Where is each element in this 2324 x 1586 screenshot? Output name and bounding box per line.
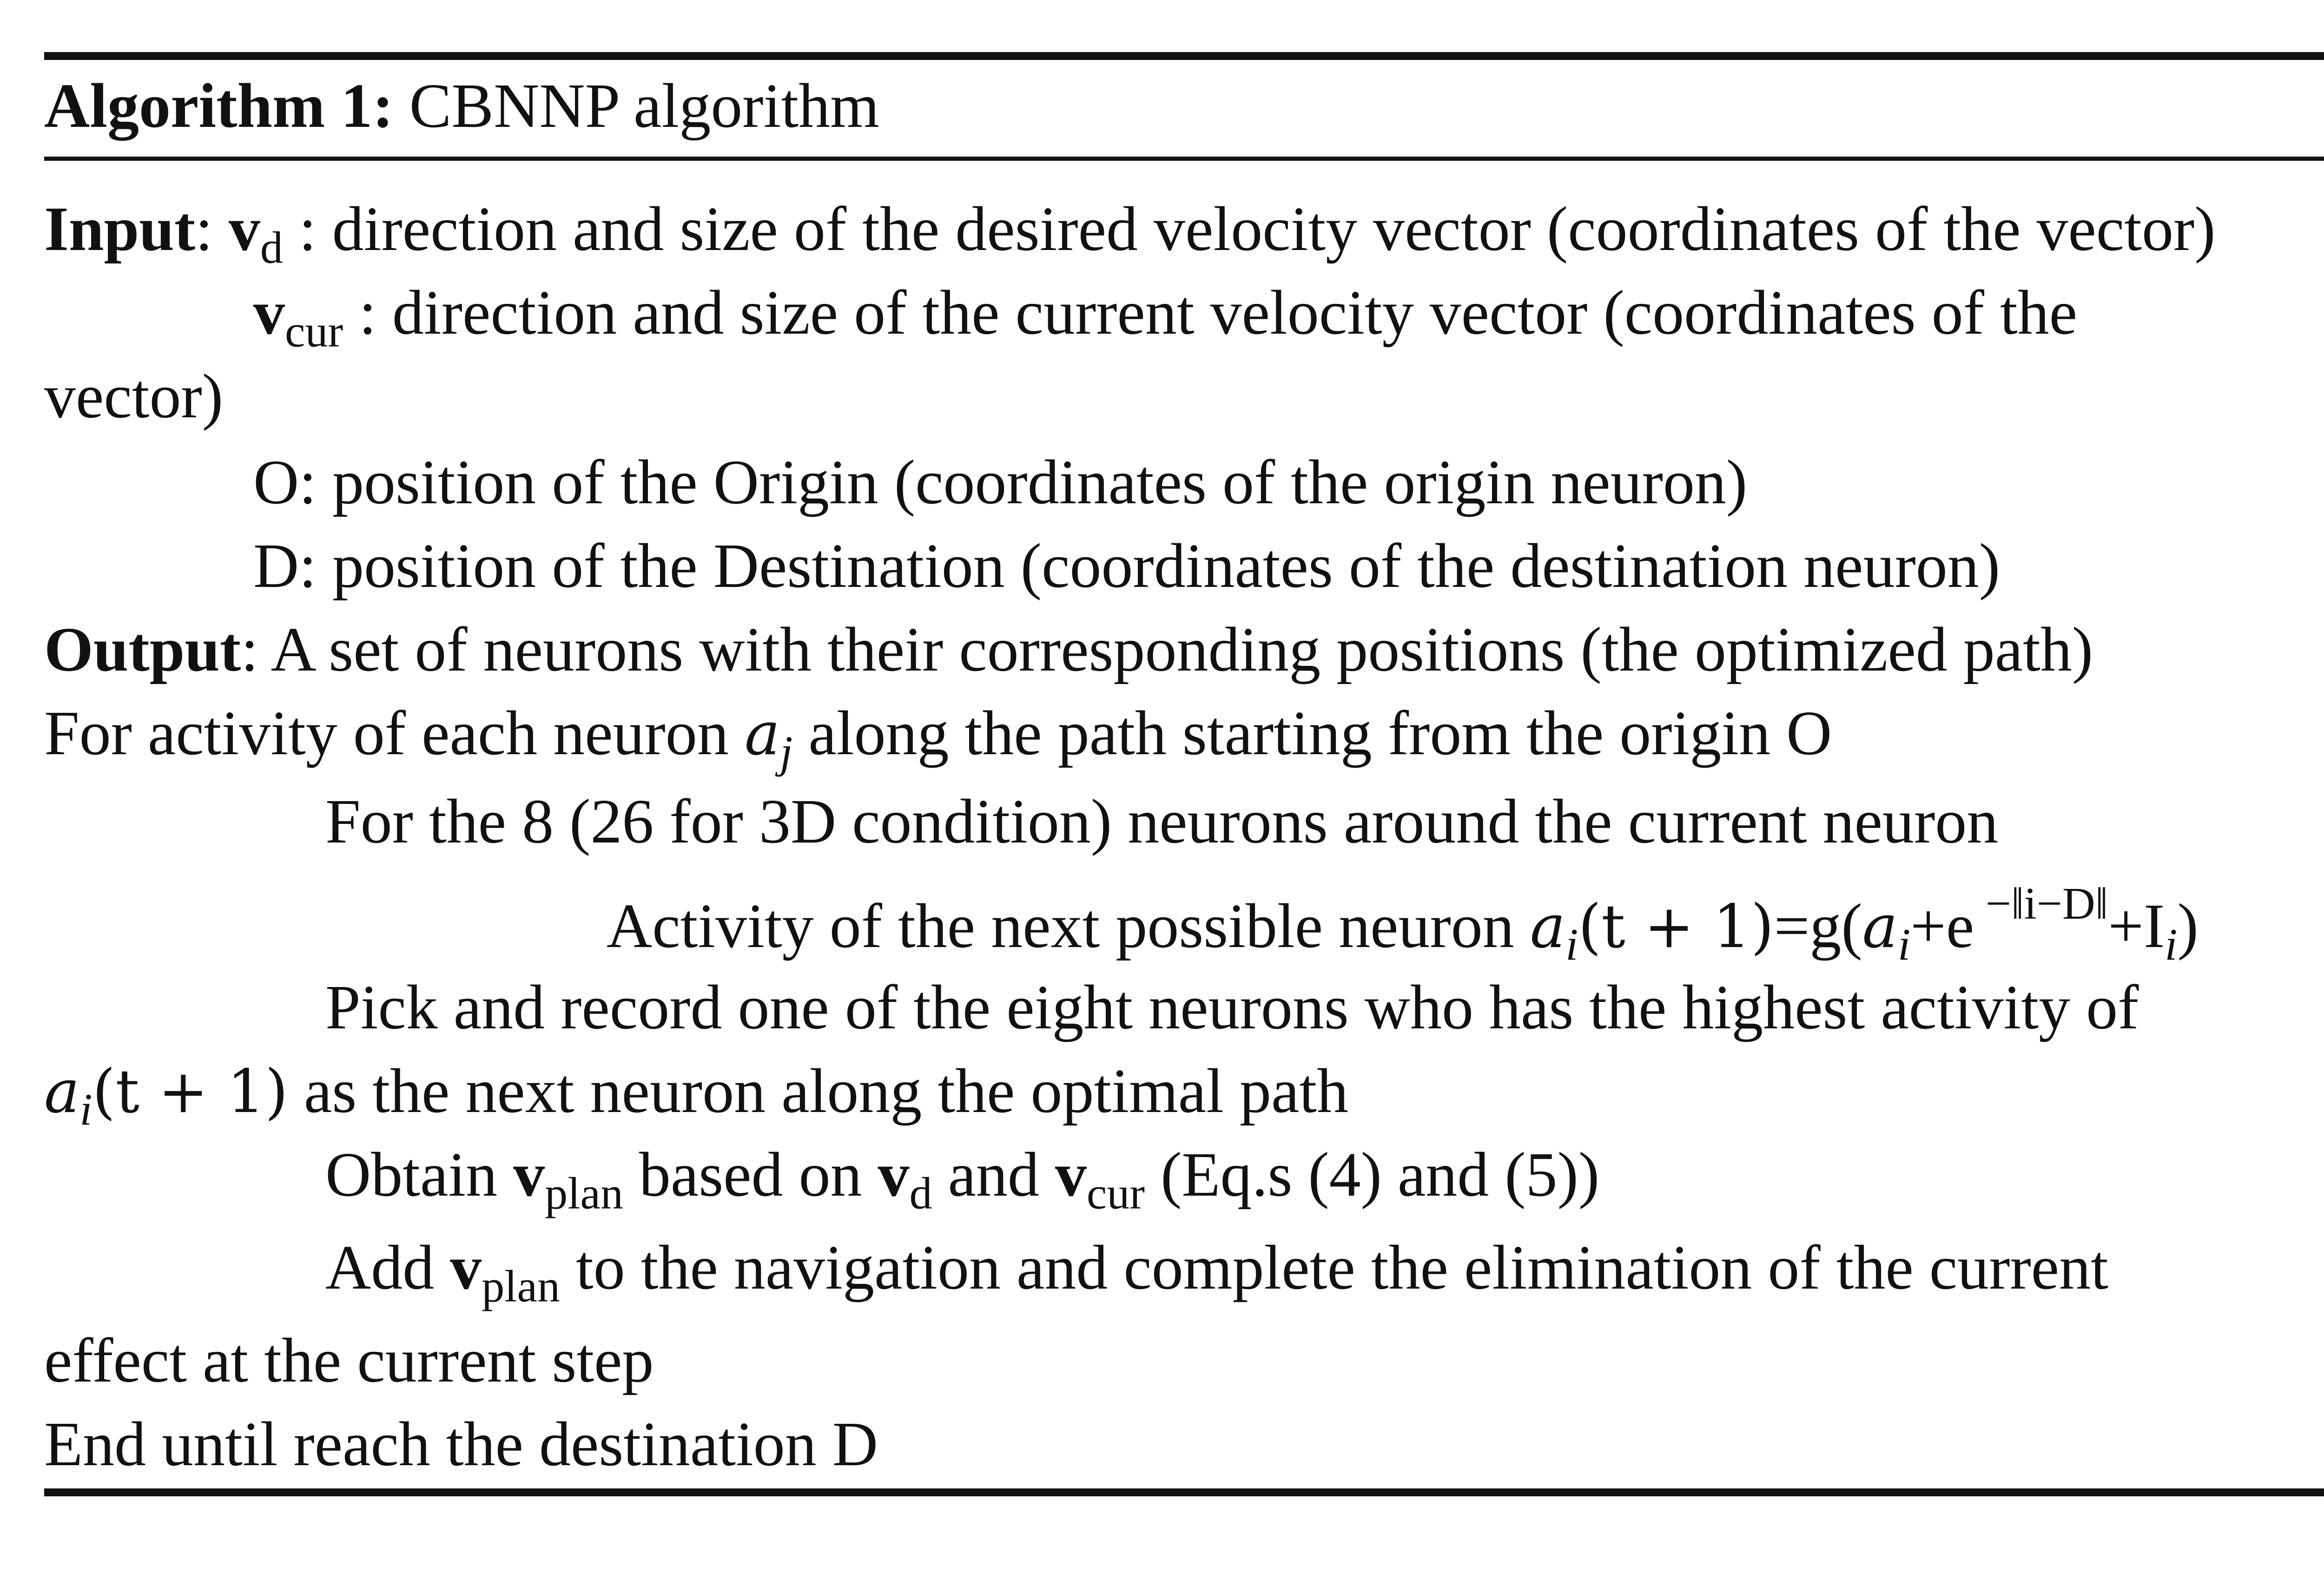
for-activity-post: along the path starting from the origin O — [792, 698, 1832, 768]
add-post: to the navigation and complete the elimination of the current — [560, 1233, 2108, 1303]
vd-subscript-2: d — [909, 1168, 932, 1219]
algorithm-title — [44, 71, 879, 141]
ai-symbol: a — [1530, 892, 1566, 961]
ai-symbol-3: a — [44, 1057, 80, 1126]
activity-close: ) — [2177, 891, 2199, 961]
ai-subscript-2: i — [1897, 920, 1911, 970]
vcur-subscript-2: cur — [1086, 1168, 1145, 1219]
activity-pre: Activity of the next possible neuron — [607, 891, 1530, 961]
end-line: End until reach the destination D — [44, 1409, 878, 1479]
activity-formula-line — [607, 879, 2199, 970]
add-pre: Add — [325, 1233, 450, 1303]
input-vcur-cont: vector) — [44, 362, 224, 431]
input-vd-line — [44, 194, 2216, 273]
output-description: : A set of neurons with their corresponding positions (the optimized path) — [241, 615, 2093, 684]
obtain-mid: based on — [623, 1140, 878, 1210]
output-label: Output — [44, 615, 241, 684]
pick-cont-line — [44, 1056, 1349, 1135]
add-line — [325, 1233, 2108, 1312]
ai-subscript: i — [1565, 920, 1578, 970]
vcur-symbol-2: v — [1055, 1140, 1087, 1210]
vd-symbol: v — [228, 194, 260, 264]
vd-symbol-2: v — [878, 1140, 910, 1210]
ai-symbol-2: a — [1862, 892, 1898, 961]
activity-exponent: −‖i−D‖ — [1974, 879, 2108, 929]
algorithm-label: Algorithm 1: — [44, 71, 394, 141]
output-line — [44, 615, 2093, 684]
ai-subscript-3: i — [79, 1085, 92, 1135]
pick-line: Pick and record one of the eight neurons who has the highest activity of — [325, 973, 2139, 1042]
obtain-post: (Eq.s (4) and (5)) — [1145, 1140, 1600, 1210]
vcur-description: : direction and size of the current velocity vector (coordinates of the — [343, 278, 2078, 348]
vplan-symbol-2: v — [450, 1233, 482, 1303]
aj-subscript: j — [780, 727, 793, 777]
for-activity-pre: For activity of each neuron — [44, 698, 745, 768]
activity-plus-e: +e — [1910, 891, 1974, 961]
obtain-pre: Obtain — [325, 1140, 514, 1210]
activity-lhs: (t + 1) — [1578, 892, 1774, 961]
vcur-symbol: v — [253, 278, 285, 348]
add-cont-line: effect at the current step — [44, 1326, 654, 1395]
aj-symbol: a — [744, 699, 780, 769]
pick-cont-formula: (t + 1) — [92, 1057, 288, 1126]
input-label: Input — [44, 194, 196, 264]
input-colon: : — [195, 194, 229, 264]
algorithm-name: CBNNP algorithm — [409, 71, 879, 141]
top-rule — [44, 52, 2324, 60]
pick-cont-text: as the next neuron along the optimal path — [288, 1056, 1349, 1126]
input-vcur-line — [253, 278, 2078, 357]
input-origin-line: O: position of the Origin (coordinates of the origin neuron) — [253, 448, 1748, 517]
vplan-symbol: v — [513, 1140, 545, 1210]
activity-eq: =g( — [1774, 891, 1862, 961]
vd-subscript: d — [260, 223, 283, 273]
for-neighbors-line: For the 8 (26 for 3D condition) neurons around the current neuron — [325, 787, 1999, 856]
for-activity-line — [44, 698, 1832, 777]
vplan-subscript-2: plan — [482, 1261, 560, 1312]
bottom-rule — [44, 1488, 2324, 1496]
input-destination-line: D: position of the Destination (coordinates of the destination neuron) — [253, 531, 2000, 601]
vcur-subscript: cur — [285, 306, 343, 357]
obtain-and: and — [932, 1140, 1055, 1210]
i-subscript: i — [2165, 920, 2178, 970]
obtain-line — [325, 1140, 1600, 1219]
vd-description: : direction and size of the desired velocity vector (coordinates of the vector) — [283, 194, 2216, 264]
activity-plus-i: +I — [2108, 891, 2165, 961]
header-rule — [44, 157, 2324, 161]
vplan-subscript: plan — [545, 1168, 623, 1219]
